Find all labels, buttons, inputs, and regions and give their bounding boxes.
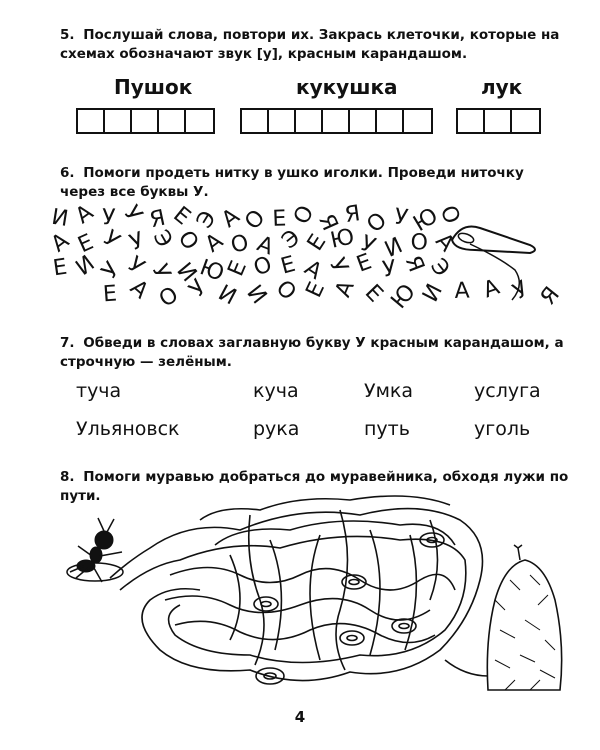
scatter-letter[interactable]: У: [146, 260, 175, 284]
scatter-letter[interactable]: Э: [277, 225, 306, 255]
scatter-letter[interactable]: О: [410, 230, 429, 256]
word-kucha[interactable]: куча: [253, 380, 299, 402]
scatter-letter[interactable]: У: [509, 276, 533, 305]
scatter-letter[interactable]: Ю: [328, 224, 357, 254]
scatter-letter[interactable]: А: [46, 228, 74, 258]
scatter-letter[interactable]: Е: [51, 254, 69, 282]
word-tucha[interactable]: туча: [76, 380, 122, 402]
scatter-letter[interactable]: У: [357, 231, 379, 260]
scatter-letter[interactable]: О: [228, 230, 252, 259]
word-pushok: Пушок: [114, 75, 193, 99]
word-usluga[interactable]: услуга: [474, 380, 541, 402]
scatter-letter[interactable]: У: [98, 225, 124, 254]
scatter-letter[interactable]: И: [241, 280, 272, 310]
scatter-letter[interactable]: Я: [535, 282, 565, 311]
scatter-letter[interactable]: Е: [272, 206, 287, 232]
task-6-instruction: Помоги продеть нитку в ушко иголки. Проведи ниточку через все буквы У.: [60, 165, 524, 200]
scatter-letter[interactable]: А: [430, 228, 459, 257]
scatter-letter[interactable]: О: [172, 226, 204, 256]
task-8-number: 8.: [60, 469, 75, 485]
scatter-letter[interactable]: И: [213, 280, 241, 311]
scatter-letter[interactable]: О: [270, 275, 301, 306]
task-5-instruction: Послушай слова, повтори их. Закрась клеточки, которые на схемах обозначают звук [у], красным карандашом.: [60, 27, 560, 62]
scatter-letter[interactable]: И: [71, 251, 100, 281]
scatter-letter[interactable]: Е: [301, 278, 331, 302]
scatter-letter[interactable]: Э: [192, 206, 222, 233]
scatter-letter[interactable]: Я: [343, 201, 362, 229]
task-7-instruction: Обведи в словах заглавную букву У красным карандашом, а строчную — зелёным.: [60, 335, 564, 370]
ant-icon: [67, 518, 123, 582]
word-ruka[interactable]: рука: [253, 418, 300, 440]
scatter-letter[interactable]: У: [101, 205, 116, 231]
scatter-letter[interactable]: А: [71, 200, 99, 230]
scatter-letter[interactable]: Е: [359, 280, 388, 308]
scatter-letter[interactable]: У: [393, 204, 410, 231]
scatter-letter[interactable]: Е: [302, 230, 332, 256]
task-5-number: 5.: [60, 27, 75, 43]
word-umka[interactable]: Умка: [364, 380, 414, 402]
scatter-letter[interactable]: Е: [102, 281, 118, 308]
page-number: 4: [294, 708, 306, 726]
scatter-letter[interactable]: У: [380, 256, 398, 283]
scatter-letter[interactable]: Ю: [409, 203, 443, 237]
scatter-letter[interactable]: О: [289, 201, 320, 229]
scatter-letter[interactable]: У: [184, 275, 213, 302]
scatter-letter[interactable]: Е: [278, 251, 299, 280]
scatter-letter[interactable]: Е: [223, 257, 252, 280]
scatter-letter[interactable]: А: [217, 203, 245, 233]
scatter-letter[interactable]: О: [362, 207, 393, 238]
scatter-letter[interactable]: И: [171, 258, 202, 287]
word-put[interactable]: путь: [364, 418, 410, 440]
scatter-letter[interactable]: О: [434, 202, 465, 228]
anthill-icon: [487, 545, 561, 690]
scatter-letter[interactable]: Ю: [386, 279, 421, 314]
scatter-letter[interactable]: О: [154, 282, 184, 313]
scatter-letter[interactable]: И: [381, 233, 407, 263]
scatter-letter[interactable]: У: [97, 257, 126, 284]
scatter-letter[interactable]: О: [240, 205, 271, 235]
scatter-letter[interactable]: У: [324, 254, 353, 278]
word-kukushka: кукушка: [296, 75, 398, 99]
task-8-instruction: Помоги муравью добраться до муравейника, обходя лужи по пути.: [60, 469, 569, 504]
scatter-letter[interactable]: А: [125, 275, 153, 305]
scatter-letter[interactable]: Ю: [196, 255, 228, 287]
scatter-letter[interactable]: А: [330, 277, 360, 301]
scatter-letter[interactable]: У: [122, 252, 149, 281]
task-6-number: 6.: [60, 165, 75, 181]
scatter-letter[interactable]: Я: [399, 252, 429, 276]
scatter-letter[interactable]: Э: [147, 226, 177, 252]
scatter-letter[interactable]: Я: [147, 205, 168, 234]
maze-paths[interactable]: [110, 496, 510, 681]
scatter-letter[interactable]: А: [299, 255, 327, 285]
word-ugol[interactable]: уголь: [474, 418, 531, 440]
word-luk: лук: [481, 75, 523, 99]
scatter-letter[interactable]: И: [418, 280, 449, 307]
scatter-letter[interactable]: А: [253, 231, 277, 261]
task-7-number: 7.: [60, 335, 75, 351]
scatter-letter[interactable]: О: [250, 251, 276, 282]
scatter-letter[interactable]: Е: [168, 202, 195, 231]
scatter-letter[interactable]: Е: [74, 229, 98, 259]
scatter-letter[interactable]: Я: [313, 210, 343, 235]
word-ulyanovsk[interactable]: Ульяновск: [76, 418, 180, 440]
scatter-letter[interactable]: А: [200, 228, 228, 258]
scatter-letter[interactable]: У: [126, 227, 148, 257]
scatter-letter[interactable]: Э: [425, 254, 455, 282]
scatter-letter[interactable]: У: [118, 201, 147, 227]
scatter-letter[interactable]: И: [49, 204, 71, 233]
scatter-letter[interactable]: Е: [353, 249, 375, 278]
scatter-letter[interactable]: А: [454, 278, 470, 305]
scatter-letter[interactable]: А: [480, 274, 503, 304]
